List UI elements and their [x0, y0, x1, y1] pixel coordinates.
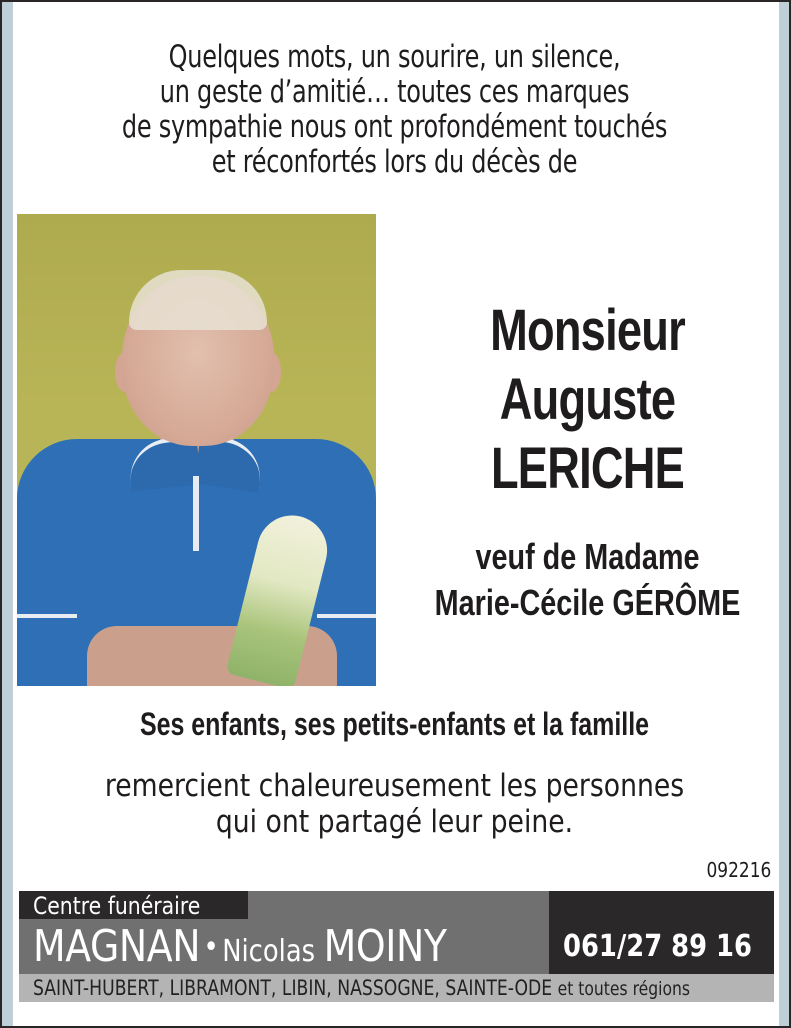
regions-list: SAINT-HUBERT, LIBRAMONT, LIBIN, NASSOGNE, SAINTE-ODE — [33, 976, 553, 1000]
intro-line: de sympathie nous ont profondément touchés — [121, 109, 668, 145]
funeral-home-name — [33, 919, 447, 974]
banner-tab-label: Centre funéraire — [33, 892, 201, 920]
family-heading-text: Ses enfants, ses petits-enfants et la famille — [139, 706, 650, 742]
thanks-line: qui ont partagé leur peine. — [215, 804, 574, 840]
deceased-title: Monsieur — [490, 298, 685, 363]
photo-placket — [193, 476, 199, 551]
phone-number: 061/27 89 16 — [563, 929, 752, 964]
thanks-line: remercient chaleureusement les personnes — [104, 768, 685, 804]
banner-tab — [19, 891, 248, 919]
intro-line: Quelques mots, un sourire, un silence, — [168, 39, 621, 75]
spouse-line: veuf de Madame — [475, 536, 700, 577]
intro-line: un geste d’amitié… toutes ces marques — [159, 74, 630, 110]
regions-text — [33, 974, 690, 1002]
bullet-separator-icon: • — [203, 930, 219, 965]
photo-sleeve-trim — [17, 614, 77, 618]
regions-band — [19, 974, 774, 1002]
right-border-strip — [779, 2, 789, 1026]
intro-text — [12, 40, 777, 180]
funeral-home-banner — [19, 891, 774, 1002]
brand-secondary-first: Nicolas — [222, 934, 316, 969]
spouse-name: Marie-Cécile GÉRÔME — [434, 582, 741, 623]
phone-box — [549, 891, 774, 974]
deceased-last-name: LERICHE — [490, 436, 685, 501]
photo-hair — [129, 270, 267, 330]
brand-primary: MAGNAN — [33, 921, 201, 972]
brand-secondary-last: MOINY — [323, 921, 447, 972]
photo-sleeve-trim — [317, 614, 376, 618]
reference-number: 092216 — [706, 858, 771, 882]
deceased-first-name: Auguste — [499, 367, 676, 432]
deceased-name — [395, 296, 780, 503]
thanks-message — [12, 768, 777, 840]
regions-tail: et toutes régions — [557, 978, 690, 1000]
portrait-photo — [17, 214, 376, 686]
intro-line: et réconfortés lors du décès de — [211, 144, 578, 180]
family-heading — [12, 704, 777, 744]
spouse-info — [395, 534, 780, 626]
